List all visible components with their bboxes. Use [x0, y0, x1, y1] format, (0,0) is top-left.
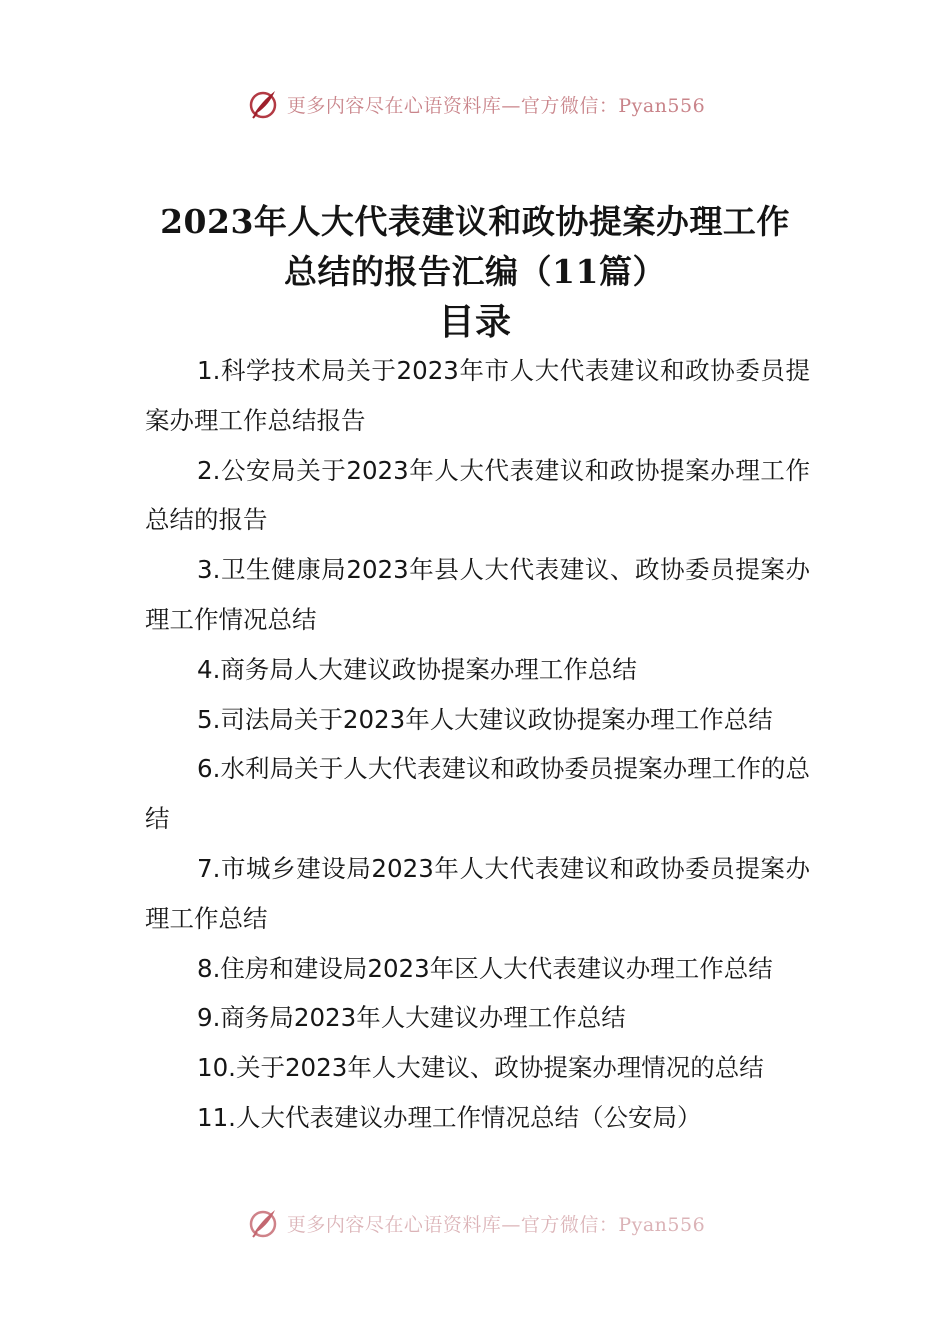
toc-item-9[interactable]: 9.商务局2023年人大建议办理工作总结 [197, 1003, 626, 1033]
quill-logo-icon [245, 86, 281, 122]
header-watermark-banner [0, 84, 950, 124]
toc-item-1[interactable]: 1.科学技术局关于2023年市人大代表建议和政协委员提案办理工作总结报告 [145, 356, 810, 435]
quill-logo-icon [245, 1205, 281, 1241]
footer-watermark-banner [0, 1203, 950, 1243]
header-watermark-text: 更多内容尽在心语资料库—官方微信：Pyan556 [286, 94, 706, 117]
toc-item-7[interactable]: 7.市城乡建设局2023年人大代表建议和政协委员提案办理工作总结 [145, 853, 810, 933]
toc-heading: 目录 [438, 301, 512, 343]
toc-item-5[interactable]: 5.司法局关于2023年人大建议政协提案办理工作总结 [197, 704, 773, 734]
toc-item-8[interactable]: 8.住房和建设局2023年区人大代表建议办理工作总结 [197, 953, 773, 983]
document-title-line-1: 2023年人大代表建议和政协提案办理工作 [160, 202, 790, 241]
table-of-contents [145, 346, 810, 1143]
toc-item-10[interactable]: 10.关于2023年人大建议、政协提案办理情况的总结 [197, 1053, 764, 1083]
toc-item-11[interactable]: 11.人大代表建议办理工作情况总结（公安局） [197, 1102, 702, 1132]
toc-item-6[interactable]: 6.水利局关于人大代表建议和政协委员提案办理工作的总结 [145, 754, 810, 834]
toc-item-4[interactable]: 4.商务局人大建议政协提案办理工作总结 [197, 654, 637, 684]
document-title-line-2: 总结的报告汇编（11篇） [284, 252, 666, 291]
toc-item-2[interactable]: 2.公安局关于2023年人大代表建议和政协提案办理工作总结的报告 [145, 455, 810, 535]
toc-item-3[interactable]: 3.卫生健康局2023年县人大代表建议、政协委员提案办理工作情况总结 [145, 555, 810, 634]
footer-watermark-text: 更多内容尽在心语资料库—官方微信：Pyan556 [286, 1213, 706, 1236]
